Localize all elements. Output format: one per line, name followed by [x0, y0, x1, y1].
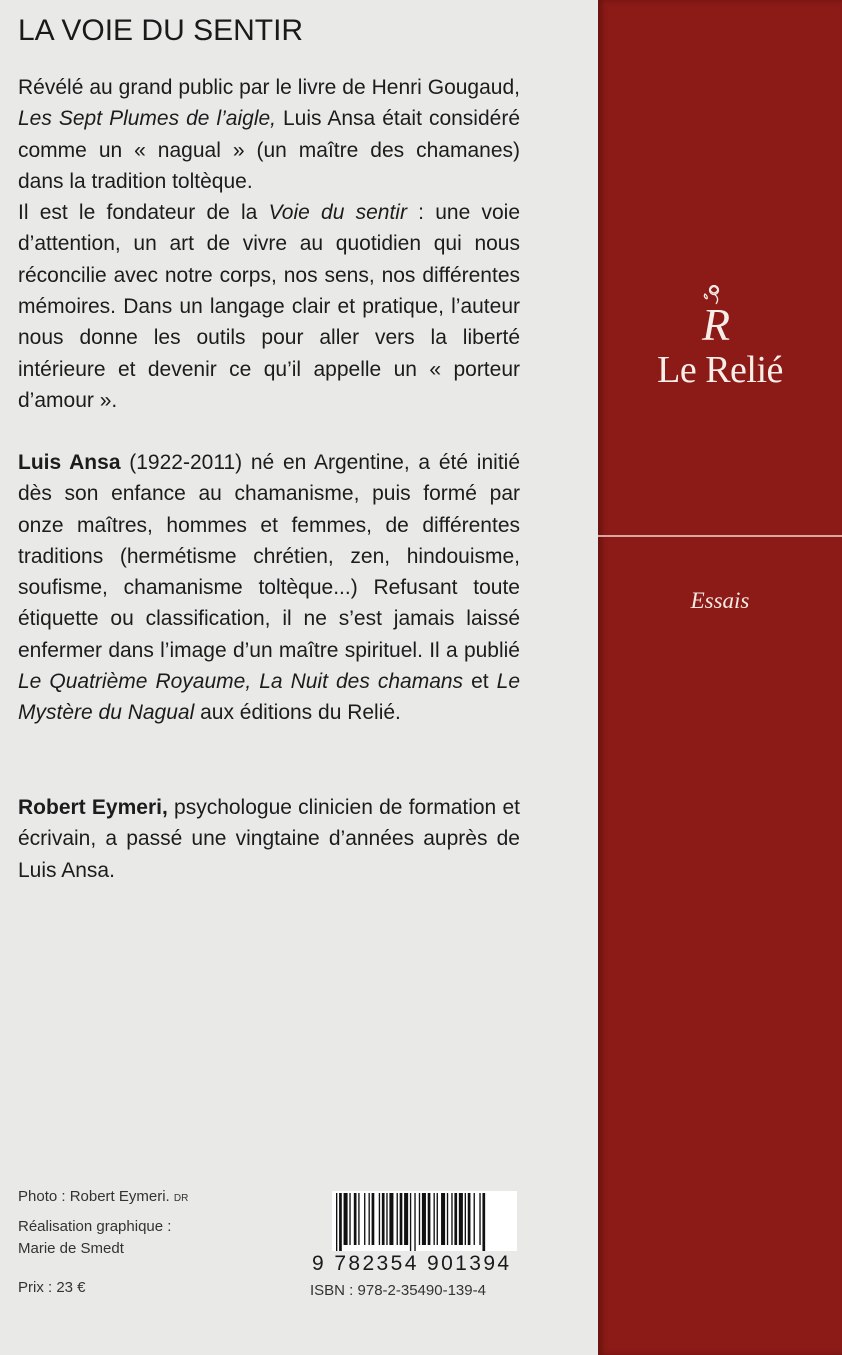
barcode-bar — [437, 1193, 438, 1245]
publisher-panel — [598, 0, 842, 1355]
barcode-bar — [369, 1193, 370, 1245]
barcode-bar — [404, 1193, 408, 1245]
panel-divider — [598, 535, 842, 537]
barcode-bar — [454, 1193, 457, 1245]
barcode-bar — [422, 1193, 426, 1245]
barcode-bar — [482, 1193, 485, 1251]
price-label: Prix : 23 € — [18, 1279, 86, 1296]
publisher-name: Le Relié — [657, 349, 783, 391]
barcode-bar — [441, 1193, 445, 1245]
barcode — [307, 1185, 519, 1295]
barcode-bar — [364, 1193, 365, 1245]
barcode-bar — [336, 1193, 337, 1251]
barcode-bar — [400, 1193, 403, 1245]
barcode-bar — [349, 1193, 350, 1245]
barcode-bar — [379, 1193, 380, 1245]
barcode-bar — [344, 1193, 348, 1245]
barcode-bar — [447, 1193, 448, 1245]
coauthor-bio-paragraph: Robert Eymeri, psychologue clinicien de formation et écrivain, a passé une vingtaine d’années auprès de Luis Ansa. — [18, 796, 520, 882]
collection-label: Essais — [690, 588, 750, 613]
barcode-bar — [354, 1193, 357, 1245]
barcode-bar — [372, 1193, 375, 1245]
barcode-bar — [419, 1193, 420, 1245]
design-credit: Réalisation graphique : Marie de Smedt — [18, 1218, 172, 1257]
barcode-bar — [451, 1193, 452, 1245]
barcode-bar — [386, 1193, 387, 1245]
barcode-bar — [410, 1193, 411, 1251]
svg-text:R: R — [702, 299, 731, 344]
barcode-bar — [479, 1193, 480, 1245]
barcode-bar — [474, 1193, 475, 1245]
barcode-bars — [334, 1193, 515, 1251]
barcode-bar — [358, 1193, 359, 1245]
barcode-bar — [382, 1193, 385, 1245]
barcode-bar — [465, 1193, 466, 1245]
barcode-digits: 9 782354 901394 — [312, 1252, 512, 1275]
book-title: LA VOIE DU SENTIR — [18, 14, 304, 47]
barcode-bar — [389, 1193, 393, 1245]
barcode-bar — [414, 1193, 415, 1251]
barcode-bar — [468, 1193, 471, 1245]
barcode-bar — [397, 1193, 398, 1245]
book-summary-paragraph: Révélé au grand public par le livre de Henri Gougaud, Les Sept Plumes de l’aigle, Luis Ansa était considéré comme un « nagual » (un maître des chamanes) dans la tradition toltèque. Il est le fondateur de la Voie du sentir : une voie d’attention, un art de vivre au quotidien qui nous réconcilie avec notre corps, nos sens, nos différentes mémoires. Dans un langage clair et pratique, l’auteur nous donne les outils pour aller vers la liberté intérieure et devenir ce qu’il appelle un « porteur d’amour ». — [18, 76, 520, 412]
photo-credit: Photo : Robert Eymeri. DR — [18, 1188, 189, 1205]
isbn-label: ISBN : 978-2-35490-139-4 — [310, 1282, 486, 1299]
rose-r-logo-icon — [696, 282, 744, 344]
barcode-bar — [459, 1193, 463, 1245]
barcode-bar — [339, 1193, 342, 1251]
barcode-bar — [428, 1193, 431, 1245]
author-bio-paragraph: Luis Ansa (1922-2011) né en Argentine, a été initié dès son enfance au chamanisme, puis formé par onze maîtres, hommes et femmes, de différentes traditions (hermétisme chrétien, zen, hindouisme, soufisme, chamanisme toltèque...) Refusant toute étiquette ou classification, il ne s’est jamais laissé enfermer dans l’image d’un maître spirituel. Il a publié Le Quatrième Royaume, La Nuit des chamans et Le Mystère du Nagual aux éditions du Relié. — [18, 451, 520, 725]
barcode-bar — [434, 1193, 435, 1245]
